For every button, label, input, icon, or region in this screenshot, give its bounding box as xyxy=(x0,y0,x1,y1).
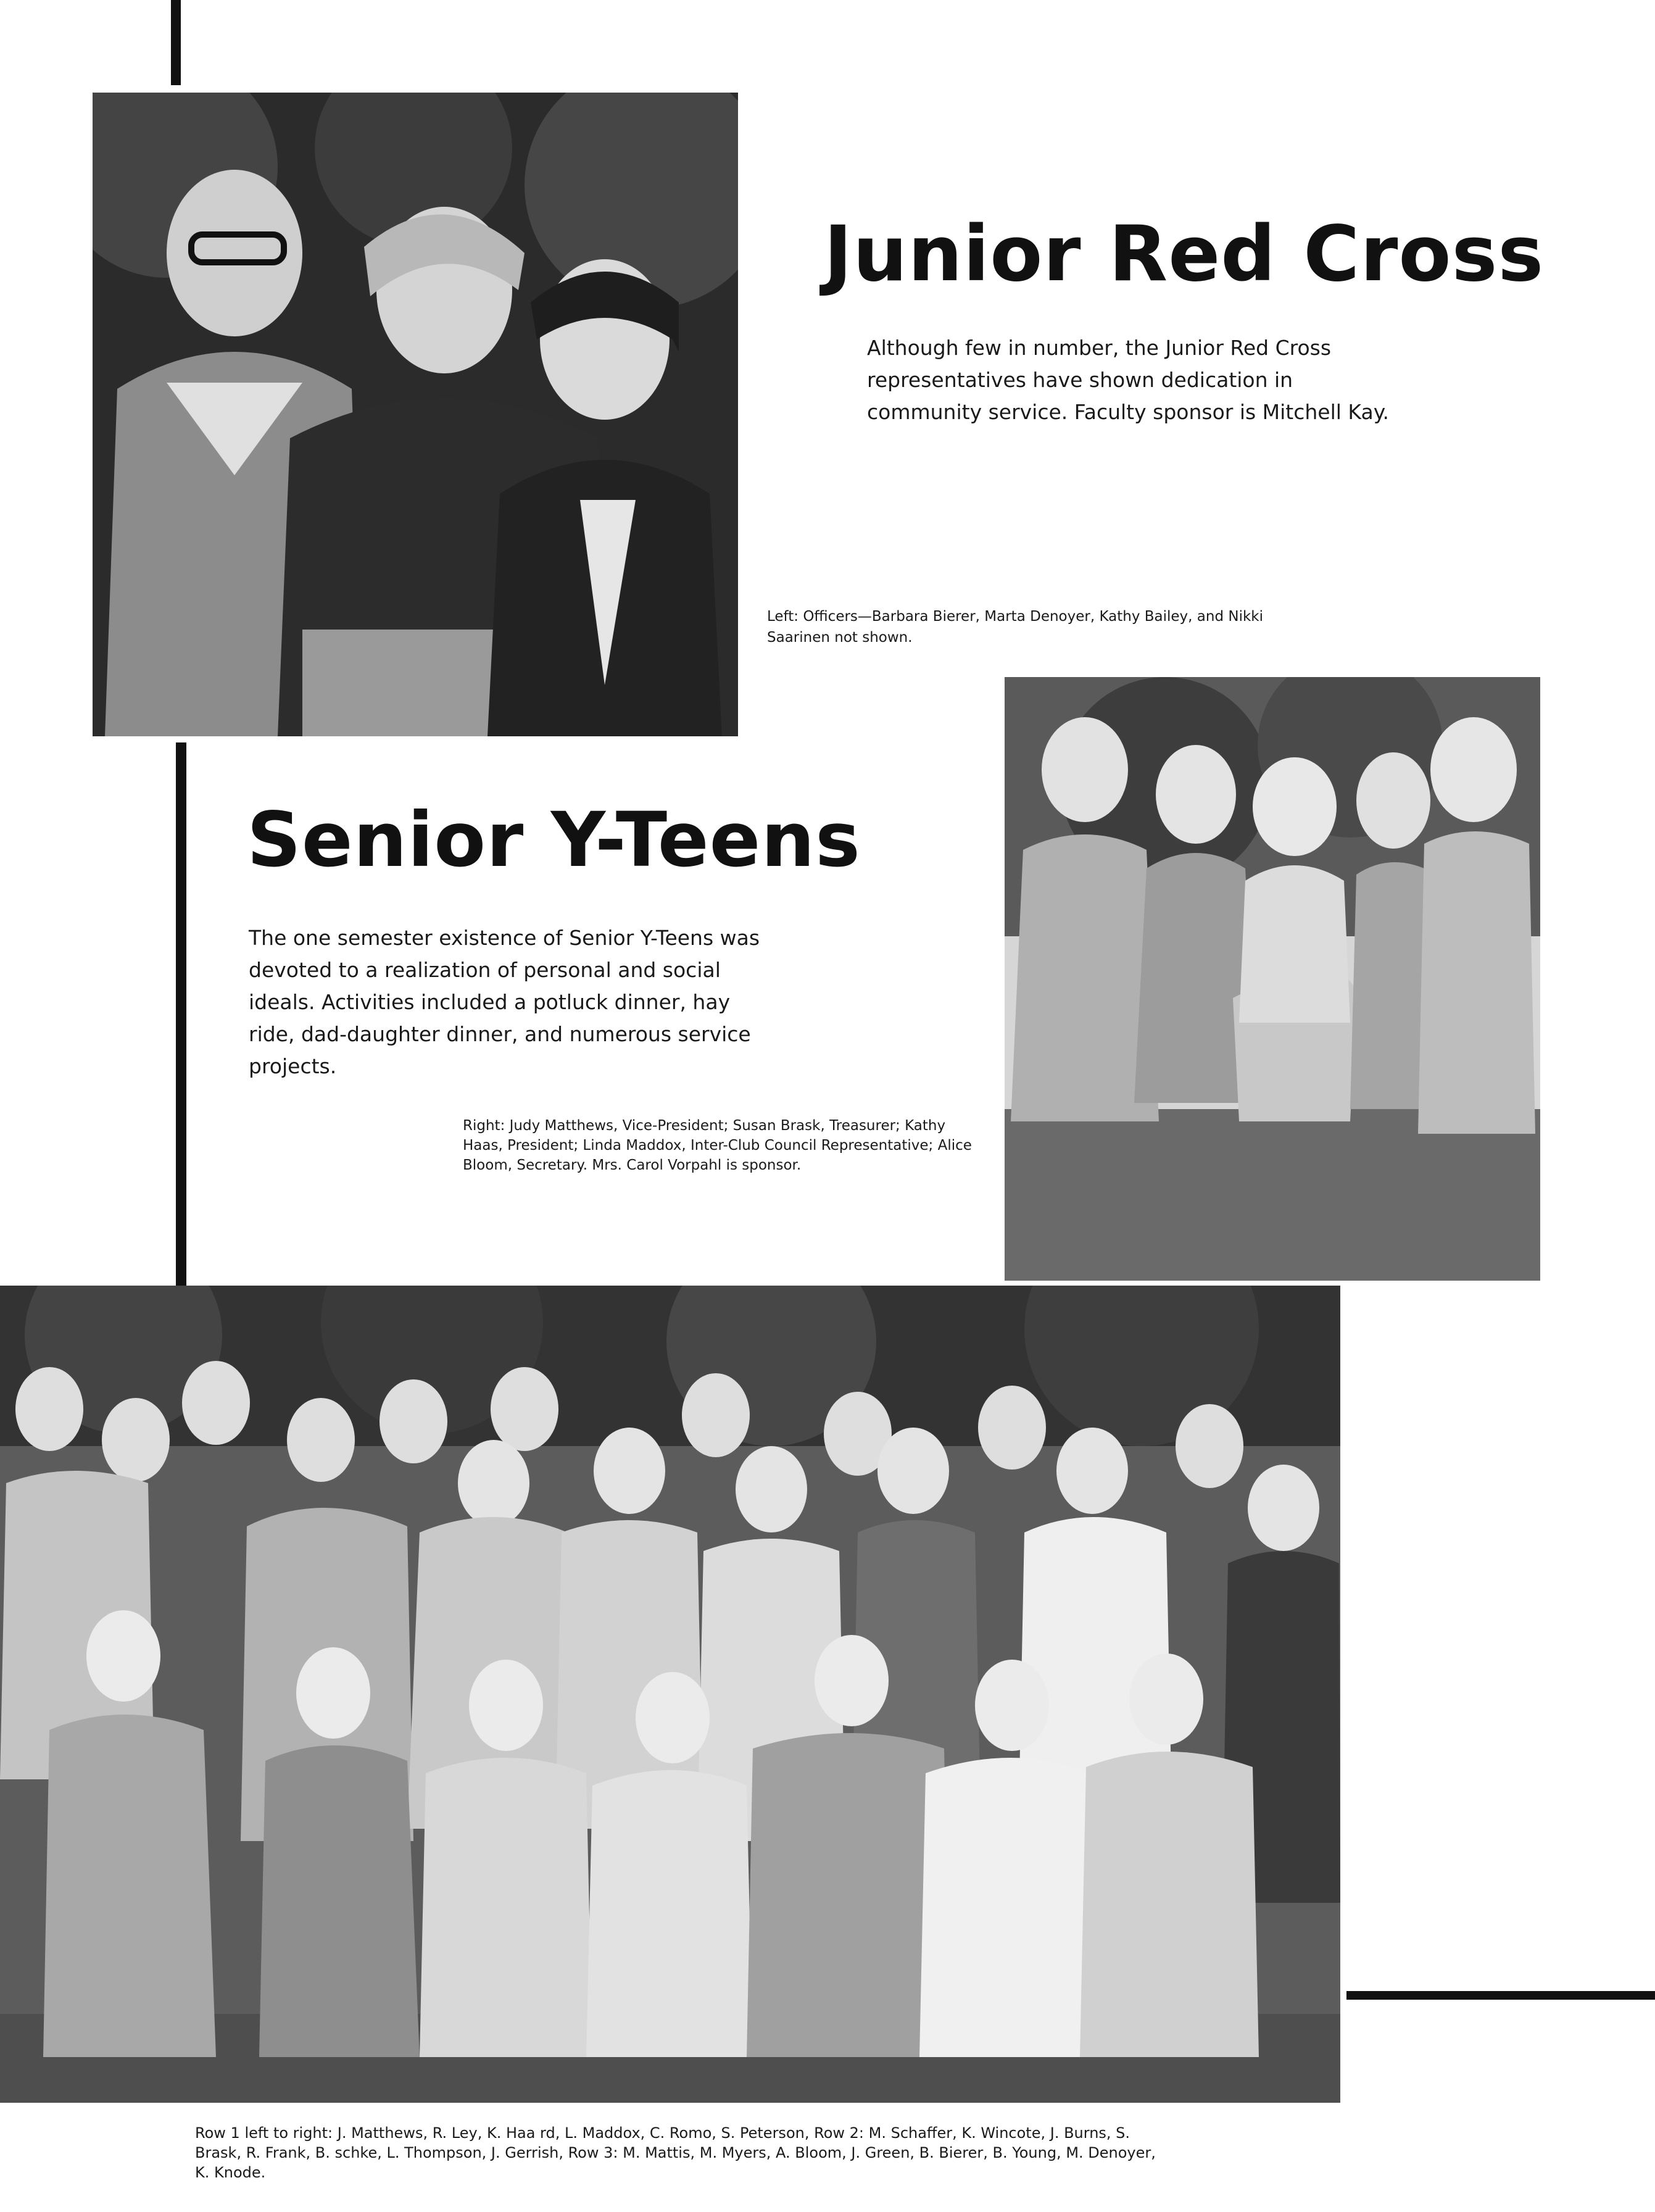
senior-y-teens-description: The one semester existence of Senior Y-Teens was devoted to a realization of personal and social ideals. Activities included a potluck dinner, hay ride, dad-daughter dinner, and numerous service projects. xyxy=(249,926,760,1078)
junior-red-cross-description: Although few in number, the Junior Red Cross representatives have shown dedication in community service. Faculty sponsor is Mitchell Kay. xyxy=(867,336,1390,424)
senior-y-teens-group-caption: Row 1 left to right: J. Matthews, R. Ley, K. Haa rd, L. Maddox, C. Romo, S. Peterson, Row 2: M. Schaffer, K. Wincote, J. Burns, S. Brask, R. Frank, B. schke, L. Thompson, J. Gerrish, Row 3: M. Mattis, M. Myers, A. Bloom, J. Green, B. Bierer, B. Young, M. Denoyer, K. Knode. xyxy=(195,2124,1156,2181)
senior-y-teens-officers-caption: Right: Judy Matthews, Vice-President; Susan Brask, Treasurer; Kathy Haas, President; Linda Maddox, Inter-Club Council Representative; Alice Bloom, Secretary. Mrs. Carol Vorpahl is sponsor. xyxy=(463,1118,972,1173)
junior-red-cross-title: Junior Red Cross xyxy=(824,210,1545,299)
senior-y-teens-officers-photo xyxy=(1005,677,1540,1281)
top-left-rule xyxy=(171,0,181,85)
senior-y-teens-rule xyxy=(176,742,186,1290)
senior-y-teens-title: Senior Y-Teens xyxy=(247,796,861,884)
junior-red-cross-photo-caption: Left: Officers—Barbara Bierer, Marta Denoyer, Kathy Bailey, and Nikki Saarinen not shown. xyxy=(767,609,1263,646)
bottom-right-rule xyxy=(1346,1991,1655,2000)
junior-red-cross-officers-photo xyxy=(93,93,738,736)
senior-y-teens-group-photo xyxy=(0,1286,1340,2103)
